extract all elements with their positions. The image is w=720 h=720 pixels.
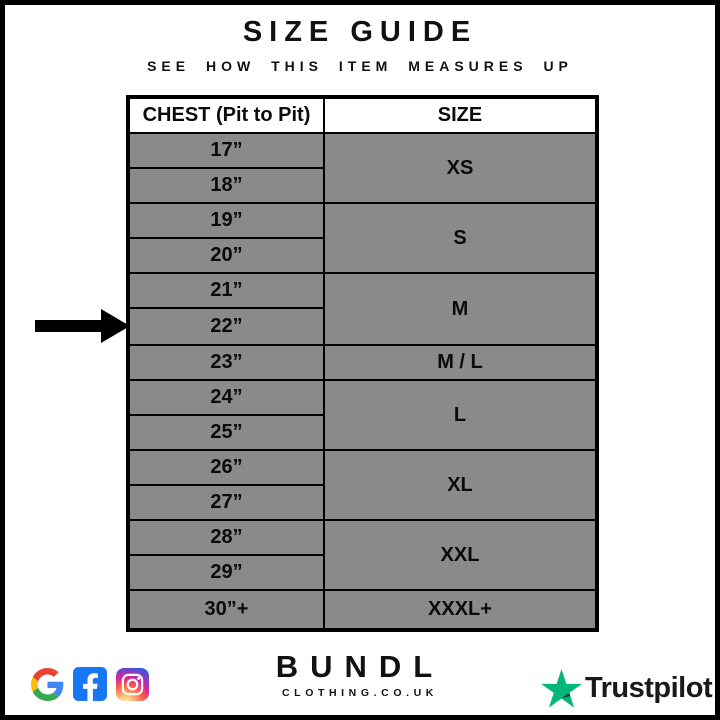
table-row (128, 380, 597, 415)
column-header-size: SIZE (324, 97, 597, 133)
table-row (128, 450, 597, 485)
column-header-chest: CHEST (Pit to Pit) (128, 97, 324, 133)
size-cell-ml: M / L (324, 345, 597, 380)
size-cell-xxl: XXL (324, 520, 597, 590)
chest-cell-17: 17” (128, 133, 324, 168)
size-cell-m-highlighted: M (324, 273, 597, 345)
table-row (128, 345, 597, 380)
chest-cell-19: 19” (128, 203, 324, 238)
size-cell-xxxlplus: XXXL+ (324, 590, 597, 630)
chest-cell-23: 23” (128, 345, 324, 380)
trustpilot-logo (541, 668, 712, 708)
brand-domain: CLOTHING.CO.UK (282, 686, 438, 699)
table-row (128, 133, 597, 168)
chest-cell-30plus: 30”+ (128, 590, 324, 630)
page-title: SIZE GUIDE (242, 16, 478, 48)
chest-cell-21: 21” (128, 273, 324, 308)
chest-cell-22-highlighted: 22” (128, 308, 324, 345)
highlight-arrow-icon (35, 309, 130, 343)
page-subtitle: SEE HOW THIS ITEM MEASURES UP (147, 58, 573, 74)
chest-cell-26: 26” (128, 450, 324, 485)
size-cell-s: S (324, 203, 597, 273)
chest-cell-24: 24” (128, 380, 324, 415)
size-table (126, 95, 599, 632)
size-cell-xl: XL (324, 450, 597, 520)
table-row (128, 273, 597, 308)
chest-cell-28: 28” (128, 520, 324, 555)
chest-cell-29: 29” (128, 555, 324, 590)
chest-cell-27: 27” (128, 485, 324, 520)
size-cell-l: L (324, 380, 597, 450)
table-row (128, 590, 597, 630)
trustpilot-star-icon (541, 668, 582, 708)
chest-cell-18: 18” (128, 168, 324, 203)
chest-cell-25: 25” (128, 415, 324, 450)
size-cell-xs: XS (324, 133, 597, 203)
brand-name: BUNDL (275, 649, 445, 684)
table-row (128, 520, 597, 555)
chest-cell-20: 20” (128, 238, 324, 273)
table-header-row (128, 97, 597, 133)
trustpilot-label: Trustpilot (585, 671, 713, 704)
table-row (128, 203, 597, 238)
